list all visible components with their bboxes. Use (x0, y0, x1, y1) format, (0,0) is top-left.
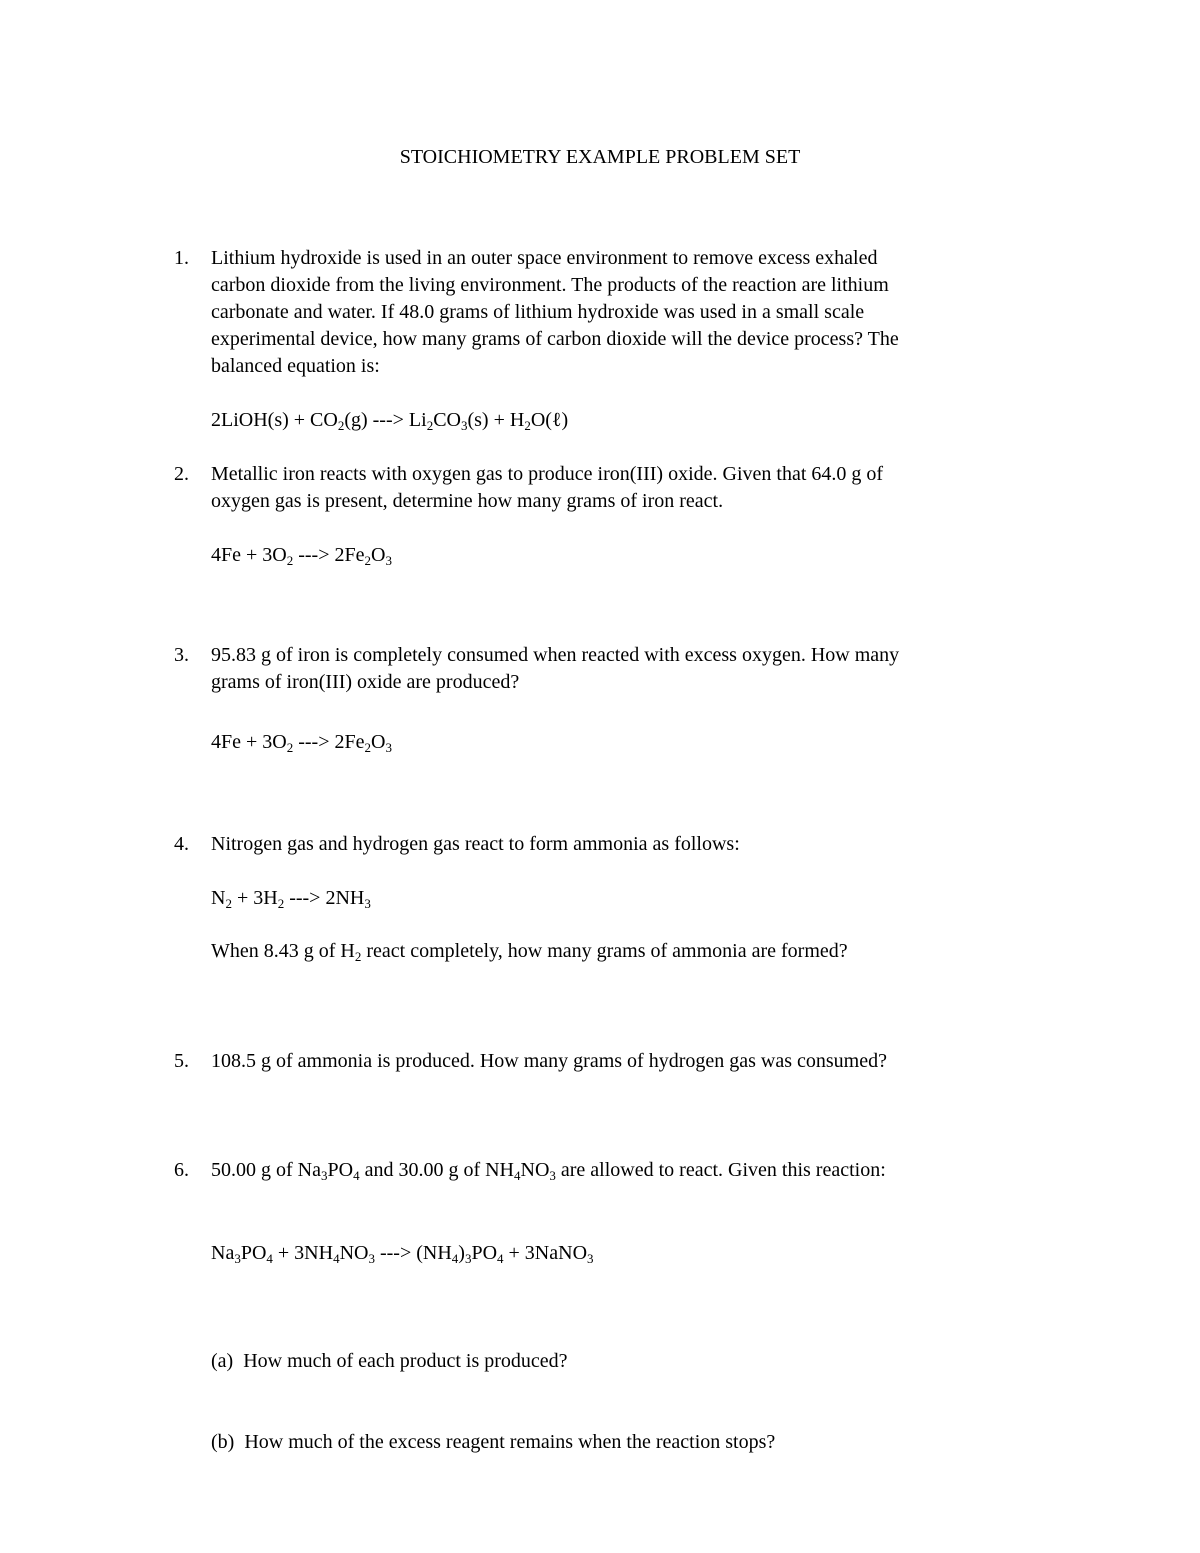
text-line: Metallic iron reacts with oxygen gas to produce iron(III) oxide. Given that 64.0 g of (211, 463, 884, 485)
problem-text (211, 1048, 1041, 1075)
text-line: grams of iron(III) oxide are produced? (211, 671, 520, 693)
sub-questions (211, 1294, 1041, 1510)
problem-number: 4. (174, 833, 189, 855)
problem-number: 3. (174, 644, 189, 666)
text-line: carbon dioxide from the living environment. The products of the reaction are lithium (211, 274, 889, 296)
chemical-equation: $4Fe + 3O_2$ ---> $2Fe_2O_3$ (211, 544, 392, 568)
text-line: experimental device, how many grams of carbon dioxide will the device process? The (211, 328, 899, 350)
text-line: Lithium hydroxide is used in an outer space environment to remove excess exhaled (211, 247, 878, 269)
text-line: carbonate and water. If 48.0 grams of lithium hydroxide was used in a small scale (211, 301, 865, 323)
text-line: oxygen gas is present, determine how many grams of iron react. (211, 490, 724, 512)
problem-text: 50.00 g of $Na_3PO_4$ and 30.00 g of $NH_4NO_3$ are allowed to react. Given this reaction: (211, 1159, 886, 1183)
problem-number: 1. (174, 247, 189, 269)
chemical-equation: $4Fe + 3O_2$ ---> $2Fe_2O_3$ (211, 731, 392, 755)
text-line: Nitrogen gas and hydrogen gas react to form ammonia as follows: (211, 833, 740, 855)
chemical-equation: $Na_3PO_4 + 3NH_4NO_3$ ---> $(NH_4)_3PO_4$ + 3NaNO$_3$ (211, 1242, 594, 1266)
problem-text (211, 642, 1041, 696)
sub-question-b: (b) How much of the excess reagent remains when the reaction stops? (211, 1431, 776, 1453)
problem-text (211, 831, 1041, 858)
problem-text (211, 461, 1041, 515)
text-line: 108.5 g of ammonia is produced. How many grams of hydrogen gas was consumed? (211, 1050, 887, 1072)
problem-number: 5. (174, 1050, 189, 1072)
problem-number: 2. (174, 463, 189, 485)
chemical-equation: $N_2 + 3H_2$ ---> $2NH_3$ (211, 887, 371, 911)
problem-number: 6. (174, 1159, 189, 1181)
problem-text (211, 245, 1041, 380)
text-line: balanced equation is: (211, 355, 380, 377)
page-title: STOICHIOMETRY EXAMPLE PROBLEM SET (399, 146, 801, 168)
text-line: 95.83 g of iron is completely consumed when reacted with excess oxygen. How many (211, 644, 900, 666)
chemical-equation: 2LiOH(s) + $CO_2(g)$ ---> $Li_2CO_3(s)$ + $H_2O(\ell)$ (211, 409, 569, 433)
sub-question-a: (a) How much of each product is produced? (211, 1350, 568, 1372)
problem-question: When 8.43 g of $H_2$ react completely, how many grams of ammonia are formed? (211, 940, 848, 964)
